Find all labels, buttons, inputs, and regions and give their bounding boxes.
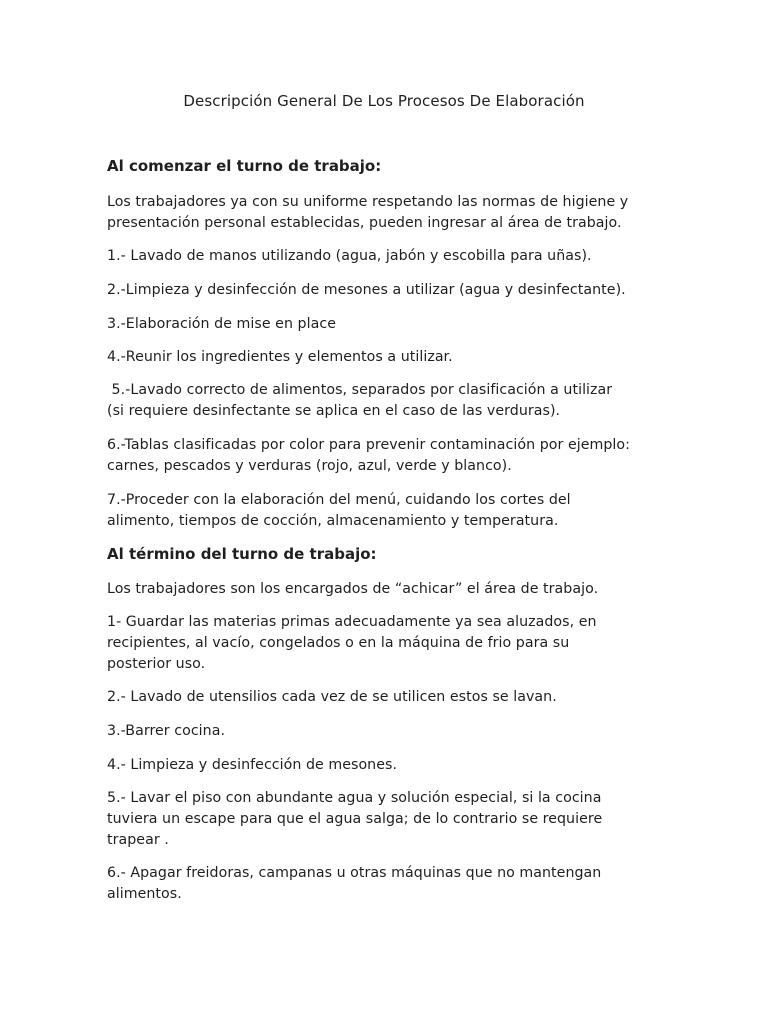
list-item: [107, 721, 677, 742]
text-line: 3.-Barrer cocina.: [107, 723, 226, 739]
text-line: alimentos.: [107, 886, 182, 902]
section-heading-end: Al término del turno de trabajo:: [107, 545, 377, 563]
text-line: 1.- Lavado de manos utilizando (agua, jabón y escobilla para uñas).: [107, 248, 592, 264]
text-line: 2.- Lavado de utensilios cada vez de se utilicen estos se lavan.: [107, 689, 557, 705]
section-heading-start: Al comenzar el turno de trabajo:: [107, 157, 382, 175]
list-item: [107, 347, 677, 368]
list-item: [107, 246, 677, 267]
list-item: [107, 490, 677, 532]
list-item: [107, 687, 677, 708]
text-line: presentación personal establecidas, pueden ingresar al área de trabajo.: [107, 215, 622, 231]
text-line: posterior uso.: [107, 656, 206, 672]
document-title: Descripción General De Los Procesos De Elaboración: [183, 92, 585, 110]
list-item: [107, 280, 677, 301]
list-item: [107, 612, 677, 675]
list-item: [107, 788, 677, 851]
text-line: 5.-Lavado correcto de alimentos, separados por clasificación a utilizar: [107, 382, 613, 398]
text-line: 3.-Elaboración de mise en place: [107, 316, 336, 332]
text-line: alimento, tiempos de cocción, almacenamiento y temperatura.: [107, 513, 559, 529]
text-line: trapear .: [107, 832, 169, 848]
text-line: Los trabajadores son los encargados de “achicar” el área de trabajo.: [107, 581, 599, 597]
text-line: (si requiere desinfectante se aplica en el caso de las verduras).: [107, 403, 561, 419]
list-item: [107, 863, 677, 905]
section-intro-start: [107, 192, 677, 234]
text-line: 7.-Proceder con la elaboración del menú, cuidando los cortes del: [107, 492, 571, 508]
text-line: 4.-Reunir los ingredientes y elementos a utilizar.: [107, 349, 453, 365]
list-item: [107, 755, 677, 776]
text-line: tuviera un escape para que el agua salga; de lo contrario se requiere: [107, 811, 603, 827]
text-line: 5.- Lavar el piso con abundante agua y solución especial, si la cocina: [107, 790, 602, 806]
text-line: recipientes, al vacío, congelados o en la máquina de frio para su: [107, 635, 570, 651]
text-line: 4.- Limpieza y desinfección de mesones.: [107, 757, 398, 773]
text-line: 1- Guardar las materias primas adecuadamente ya sea aluzados, en: [107, 614, 597, 630]
text-line: 6.- Apagar freidoras, campanas u otras máquinas que no mantengan: [107, 865, 602, 881]
text-line: 2.-Limpieza y desinfección de mesones a utilizar (agua y desinfectante).: [107, 282, 626, 298]
text-line: carnes, pescados y verduras (rojo, azul, verde y blanco).: [107, 458, 512, 474]
section-intro-end: [107, 579, 677, 600]
text-line: Los trabajadores ya con su uniforme respetando las normas de higiene y: [107, 194, 629, 210]
list-item: [107, 435, 677, 477]
text-line: 6.-Tablas clasificadas por color para prevenir contaminación por ejemplo:: [107, 437, 630, 453]
list-item: [107, 380, 677, 422]
list-item: [107, 314, 677, 335]
